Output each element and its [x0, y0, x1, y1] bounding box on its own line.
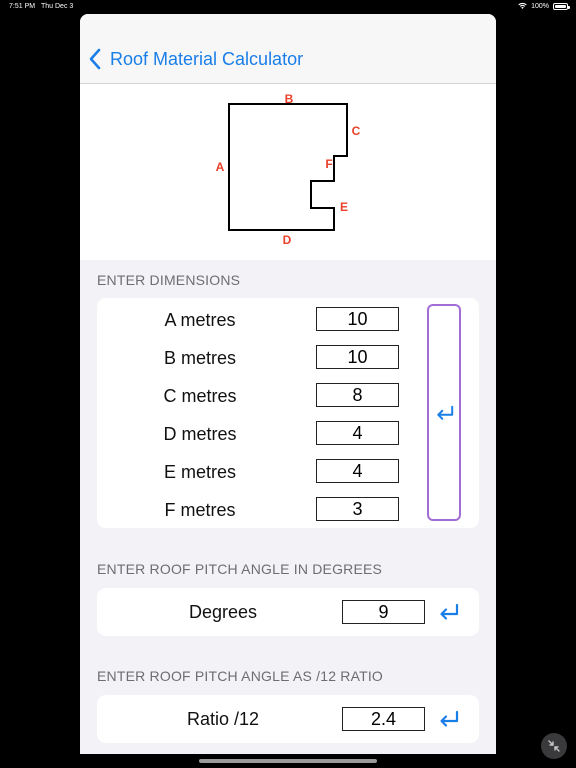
back-button[interactable]: [88, 48, 303, 70]
battery-percent: 100%: [531, 2, 549, 10]
label-d: D: [282, 233, 292, 247]
return-arrow-icon[interactable]: [437, 602, 461, 622]
dimensions-card: [97, 298, 479, 528]
page-title: Roof Material Calculator: [110, 48, 304, 69]
degrees-input[interactable]: 9: [342, 600, 425, 624]
dimension-input-f[interactable]: 3: [316, 497, 399, 521]
dimensions-header: ENTER DIMENSIONS: [97, 272, 241, 288]
dimension-label-c: C metres: [163, 386, 237, 406]
status-date: Thu Dec 3: [41, 3, 74, 10]
wifi-icon: [518, 2, 527, 10]
status-right: [518, 2, 568, 10]
dimension-input-d[interactable]: 4: [316, 421, 399, 445]
dimension-label-e: E metres: [163, 462, 237, 482]
return-arrow-icon[interactable]: [437, 709, 461, 729]
dimension-input-c[interactable]: 8: [316, 383, 399, 407]
degrees-header: ENTER ROOF PITCH ANGLE IN DEGREES: [97, 561, 383, 577]
ratio-card: [97, 695, 479, 743]
roof-outline: [80, 84, 496, 260]
degrees-card: [97, 588, 479, 636]
status-time: 7:51 PM: [9, 3, 36, 10]
battery-icon: [553, 3, 568, 10]
label-c: C: [351, 124, 361, 138]
dimension-input-e[interactable]: 4: [316, 459, 399, 483]
ratio-input[interactable]: 2.4: [342, 707, 425, 731]
dimension-label-b: B metres: [163, 348, 237, 368]
ratio-label: Ratio /12: [186, 709, 260, 729]
status-bar: [0, 0, 576, 14]
label-e: E: [339, 200, 349, 214]
dimension-input-a[interactable]: 10: [316, 307, 399, 331]
ratio-header: ENTER ROOF PITCH ANGLE AS /12 RATIO: [97, 668, 384, 684]
roof-shape-diagram: [80, 84, 496, 260]
home-indicator[interactable]: [199, 759, 377, 763]
collapse-arrows-icon: [547, 739, 561, 753]
dimension-label-f: F metres: [164, 500, 236, 520]
label-b: B: [284, 92, 294, 106]
degrees-label: Degrees: [188, 602, 258, 622]
collapse-window-button[interactable]: [541, 733, 567, 759]
chevron-left-icon: [88, 48, 102, 70]
dimension-input-b[interactable]: 10: [316, 345, 399, 369]
navigation-bar: [80, 14, 496, 84]
label-a: A: [215, 160, 225, 174]
dimension-label-d: D metres: [163, 424, 237, 444]
label-f: F: [325, 157, 333, 171]
dimension-label-a: A metres: [164, 310, 236, 330]
return-arrow-icon: [434, 404, 456, 422]
dimensions-enter-button[interactable]: [427, 304, 461, 521]
app-sheet: [80, 14, 496, 754]
